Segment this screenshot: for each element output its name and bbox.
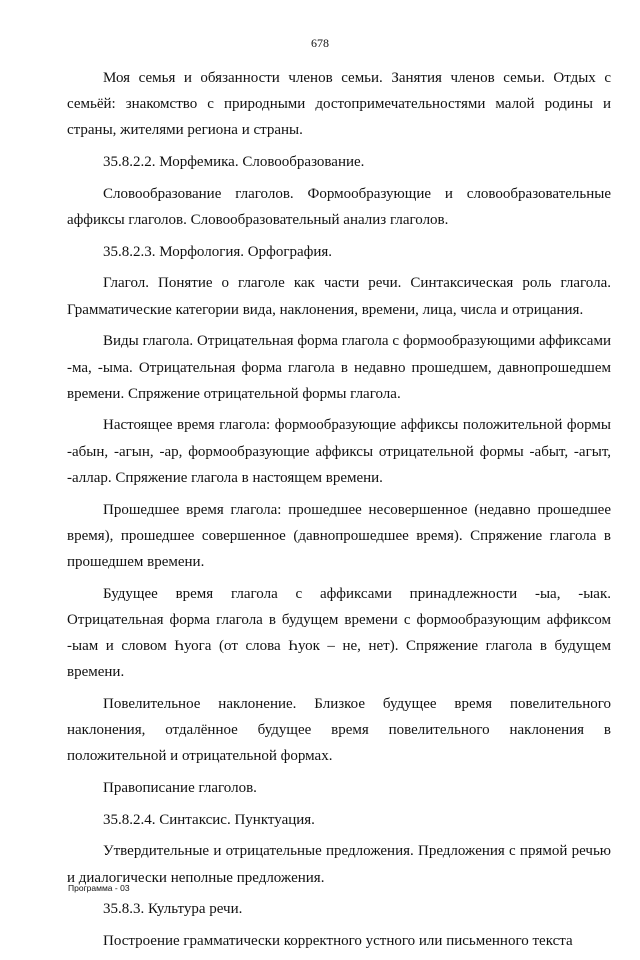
section-heading: 35.8.2.2. Морфемика. Словообразование. bbox=[103, 154, 365, 171]
paragraph: Будущее время глагола с аффиксами принадлежности -ыа, -ыак. Отрицательная форма глагола в будущем времени с формообразующим аффиксом -ыам и словом Һуога (от слова Һуок – не, нет). Спряжение глагола в будущем времени. bbox=[67, 585, 611, 681]
section-heading: 35.8.2.4. Синтаксис. Пунктуация. bbox=[103, 811, 315, 828]
body-text bbox=[67, 65, 611, 960]
paragraph: Утвердительные и отрицательные предложения. Предложения с прямой речью и диалогически неполные предложения. bbox=[67, 843, 611, 886]
paragraph: Глагол. Понятие о глаголе как части речи. Синтаксическая роль глагола. Грамматические категории вида, наклонения, времени, лица, числа и отрицания. bbox=[67, 275, 611, 318]
paragraph: Построение грамматически корректного устного или письменного текста bbox=[103, 933, 573, 950]
paragraph: Повелительное наклонение. Близкое будущее время повелительного наклонения, отдалённое будущее время повелительного наклонения в положительной и отрицательной формах. bbox=[67, 695, 611, 765]
paragraph: Правописание глаголов. bbox=[103, 780, 257, 797]
paragraph: Настоящее время глагола: формообразующие аффиксы положительной формы -абын, -агын, -ар, формообразующие аффиксы отрицательной формы -абыт, -агыт, -аллар. Спряжение глагола в настоящем времени. bbox=[67, 417, 611, 486]
footer-label: Программа - 03 bbox=[68, 883, 130, 893]
paragraph: Виды глагола. Отрицательная форма глагола с формообразующими аффиксами -ма, -ыма. Отрицательная форма глагола в недавно прошедшем, давнопрошедшем времени. Спряжение отрицательной формы глагола. bbox=[67, 333, 611, 402]
page-number: 678 bbox=[311, 36, 329, 50]
section-heading: 35.8.3. Культура речи. bbox=[103, 901, 243, 918]
paragraph: Моя семья и обязанности членов семьи. Занятия членов семьи. Отдых с семьёй: знакомство с природными достопримечательностями малой родины и страны, жителями региона и страны. bbox=[67, 70, 611, 139]
paragraph: Прошедшее время глагола: прошедшее несовершенное (недавно прошедшее время), прошедшее совершенное (давнопрошедшее время). Спряжение глагола в прошедшем времени. bbox=[67, 501, 611, 570]
section-heading: 35.8.2.3. Морфология. Орфография. bbox=[103, 243, 333, 260]
paragraph: Словообразование глаголов. Формообразующие и словообразовательные аффиксы глаголов. Словообразовательный анализ глаголов. bbox=[67, 185, 611, 229]
